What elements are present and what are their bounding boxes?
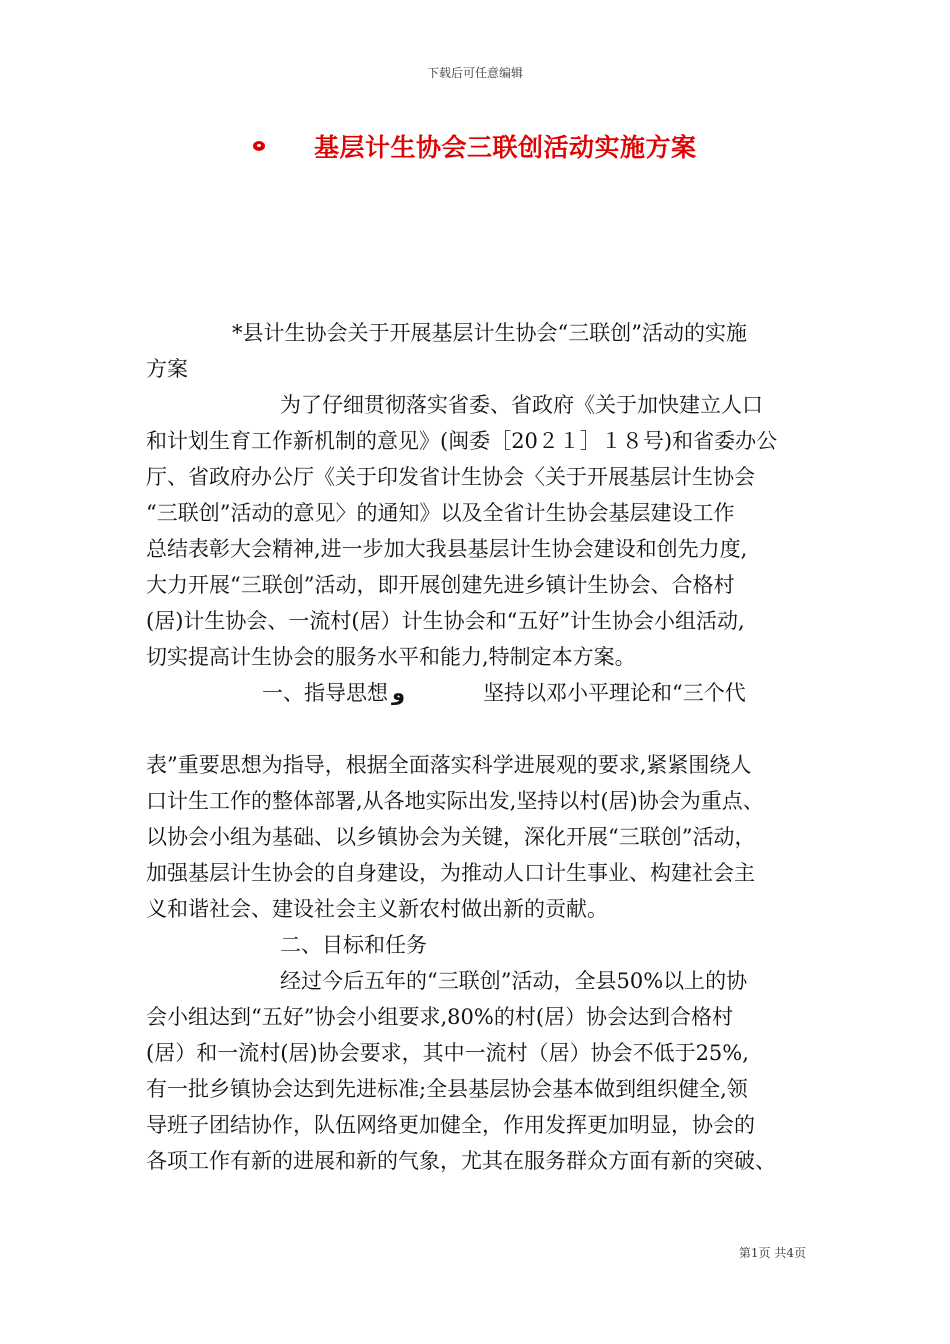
body-line: [146, 783, 826, 819]
body-line-text: 和计划生育工作新机制的意见》(闽委［20２１］１８号)和省委办公: [146, 429, 778, 453]
body-line: [146, 1107, 826, 1143]
body-line-text: “三联创”活动的意见〉的通知》以及全省计生协会基层建设工作: [146, 501, 735, 525]
body-line-text: 加强基层计生协会的自身建设，为推动人口计生事业、构建社会主: [146, 861, 755, 885]
body-line: [146, 603, 826, 639]
body-line-text: *县计生协会关于开展基层计生协会“三联创”活动的实施: [232, 321, 747, 345]
stray-glyph: و: [392, 681, 406, 705]
body-line-text: 为了仔细贯彻落实省委、省政府《关于加快建立人口: [280, 393, 763, 417]
body-line-text: 表”重要思想为指导，根据全面落实科学进展观的要求,紧紧围绕人: [146, 753, 752, 777]
body-line: [146, 459, 826, 495]
body-line-text: 方案: [146, 357, 188, 381]
body-line: [146, 675, 826, 711]
page-number: 第1页 共4页: [738, 1246, 806, 1260]
body-line: [146, 927, 826, 963]
body-line-text: 一、指导思想: [262, 681, 388, 705]
body-line-text: (居）和一流村(居)协会要求，其中一流村（居）协会不低于25%,: [146, 1041, 749, 1065]
title-row: [0, 128, 950, 162]
body-line: [146, 315, 826, 351]
body-line-text: 切实提高计生协会的服务水平和能力,特制定本方案。: [146, 645, 636, 669]
body-line: [146, 1071, 826, 1107]
body-line: [146, 1143, 826, 1179]
body-line-text: 以协会小组为基础、以乡镇协会为关键，深化开展“三联创”活动，: [146, 825, 756, 849]
body-line-text: 导班子团结协作，队伍网络更加健全，作用发挥更加明显，协会的: [146, 1113, 755, 1137]
body-line: [146, 747, 826, 783]
body-line-text: 坚持以邓小平理论和“三个代: [483, 681, 746, 705]
body-line-text: 二、目标和任务: [280, 933, 427, 957]
body-line: [146, 531, 826, 567]
body-line: [146, 567, 826, 603]
body-line: [146, 387, 826, 423]
body-line: [146, 495, 826, 531]
body-line: [146, 999, 826, 1035]
body-line: [146, 423, 826, 459]
body-line: [146, 891, 826, 927]
body-line: [146, 819, 826, 855]
body-line-text: 会小组达到“五好”协会小组要求,80%的村(居）协会达到合格村: [146, 1005, 734, 1029]
document-title: 基层计生协会三联创活动实施方案: [314, 133, 697, 162]
body-line: [146, 711, 826, 747]
page-header-note: 下载后可任意编辑: [426, 66, 523, 80]
document-body: [146, 315, 826, 1179]
title-bullet-icon: [254, 142, 264, 150]
body-line: [146, 639, 826, 675]
body-line-text: 大力开展“三联创”活动，即开展创建先进乡镇计生协会、合格村: [146, 573, 735, 597]
body-line-text: (居)计生协会、一流村(居）计生协会和“五好”计生协会小组活动,: [146, 609, 745, 633]
body-line-text: 各项工作有新的进展和新的气象，尤其在服务群众方面有新的突破、: [146, 1149, 776, 1173]
body-line-text: 总结表彰大会精神,进一步加大我县基层计生协会建设和创先力度,: [146, 537, 748, 561]
body-line-text: 厅、省政府办公厅《关于印发省计生协会〈关于开展基层计生协会: [146, 465, 755, 489]
body-line-text: 口计生工作的整体部署,从各地实际出发,坚持以村(居)协会为重点、: [146, 789, 764, 813]
body-line: [146, 351, 826, 387]
body-line: [146, 1035, 826, 1071]
body-line: [146, 963, 826, 999]
body-line-text: 经过今后五年的“三联创”活动，全县50%以上的协: [280, 969, 748, 993]
body-line-text: 有一批乡镇协会达到先进标准;全县基层协会基本做到组织健全,领: [146, 1077, 748, 1101]
body-line: [146, 855, 826, 891]
body-line-text: 义和谐社会、建设社会主义新农村做出新的贡献。: [146, 897, 608, 921]
